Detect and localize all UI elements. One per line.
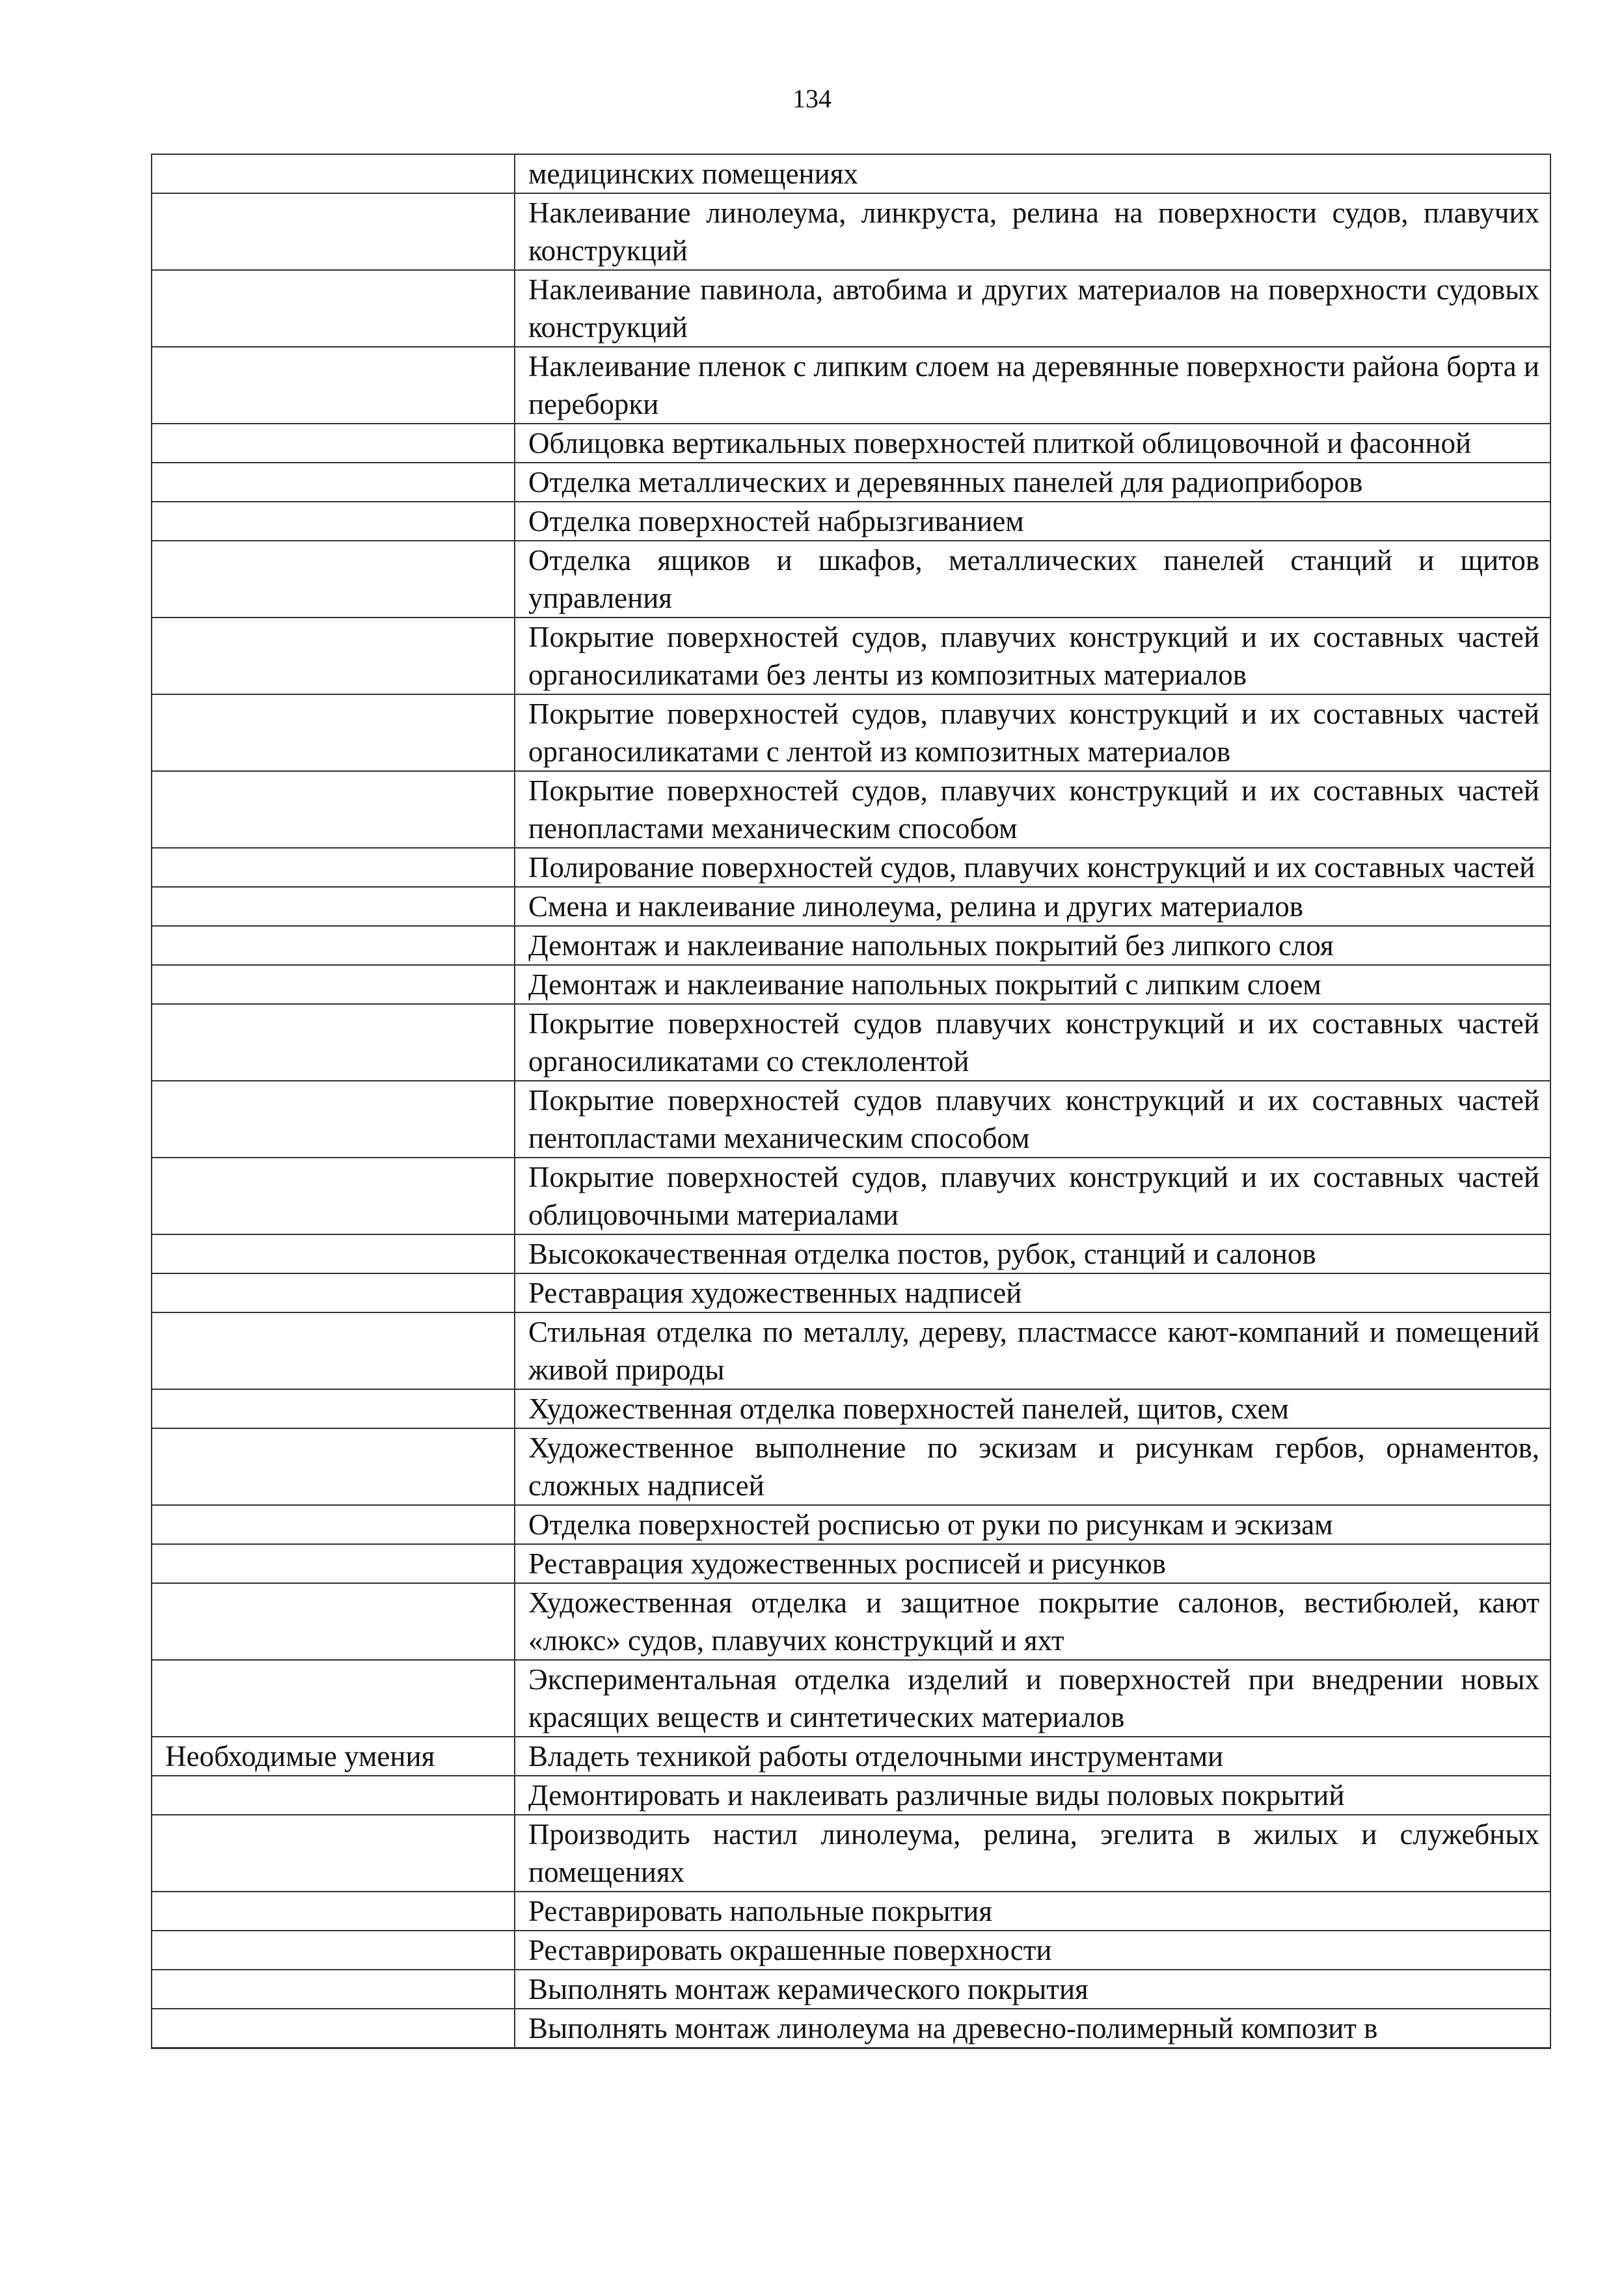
item-text-cell: Покрытие поверхностей судов, плавучих конструкций и их составных частей облицовочными материалами (515, 1158, 1550, 1234)
item-text-cell: Покрытие поверхностей судов плавучих конструкций и их составных частей пентопластами механическим способом (515, 1081, 1550, 1158)
section-label-cell (152, 154, 515, 193)
table-row (152, 1931, 1550, 1970)
section-label-cell (152, 1389, 515, 1428)
item-text-cell: Выполнять монтаж линолеума на древесно-полимерный композит в (515, 2009, 1550, 2048)
section-label-cell (152, 618, 515, 694)
table-row (152, 1312, 1550, 1389)
table-body (152, 154, 1550, 2048)
section-label-cell (152, 1970, 515, 2009)
table-row (152, 270, 1550, 347)
section-label-cell (152, 887, 515, 926)
section-label-cell (152, 694, 515, 771)
item-text-cell: Покрытие поверхностей судов, плавучих конструкций и их составных частей органосиликатами без ленты из композитных материалов (515, 618, 1550, 694)
table-row (152, 1737, 1550, 1776)
section-label-cell (152, 1583, 515, 1660)
section-label-cell: Необходимые умения (152, 1737, 515, 1776)
document-table (151, 154, 1551, 2049)
item-text-cell: Полирование поверхностей судов, плавучих конструкций и их составных частей (515, 848, 1550, 887)
section-label-cell (152, 1544, 515, 1583)
table-row (152, 771, 1550, 848)
item-text-cell: Наклеивание линолеума, линкруста, релина на поверхности судов, плавучих конструкций (515, 193, 1550, 270)
table-row (152, 193, 1550, 270)
section-label-cell (152, 1815, 515, 1892)
table-row (152, 1583, 1550, 1660)
table-row (152, 1081, 1550, 1158)
table-row (152, 618, 1550, 694)
table-row (152, 502, 1550, 541)
section-label-cell (152, 463, 515, 502)
page-number: 134 (792, 84, 832, 113)
table-row (152, 1389, 1550, 1428)
section-label-cell (152, 1892, 515, 1931)
item-text-cell: Реставрировать напольные покрытия (515, 1892, 1550, 1931)
section-label-cell (152, 1660, 515, 1737)
table-row (152, 1273, 1550, 1312)
section-label-cell (152, 1776, 515, 1815)
item-text-cell: Покрытие поверхностей судов, плавучих конструкций и их составных частей органосиликатами с лентой из композитных материалов (515, 694, 1550, 771)
item-text-cell: Облицовка вертикальных поверхностей плиткой облицовочной и фасонной (515, 424, 1550, 463)
table-row (152, 424, 1550, 463)
section-label-cell (152, 965, 515, 1004)
section-label-cell (152, 1234, 515, 1273)
item-text-cell: Реставрировать окрашенные поверхности (515, 1931, 1550, 1970)
item-text-cell: Покрытие поверхностей судов плавучих конструкций и их составных частей органосиликатами со стеклолентой (515, 1004, 1550, 1081)
item-text-cell: Художественная отделка поверхностей панелей, щитов, схем (515, 1389, 1550, 1428)
item-text-cell: Отделка поверхностей набрызгиванием (515, 502, 1550, 541)
section-label-cell (152, 347, 515, 424)
item-text-cell: Наклеивание пленок с липким слоем на деревянные поверхности района борта и переборки (515, 347, 1550, 424)
table-row (152, 965, 1550, 1004)
section-label-cell (152, 1004, 515, 1081)
section-label-cell (152, 848, 515, 887)
section-label-cell (152, 424, 515, 463)
table-row (152, 154, 1550, 193)
table-row (152, 848, 1550, 887)
section-label-cell (152, 1158, 515, 1234)
item-text-cell: Художественное выполнение по эскизам и рисункам гербов, орнаментов, сложных надписей (515, 1428, 1550, 1505)
item-text-cell: Демонтаж и наклеивание напольных покрытий с липким слоем (515, 965, 1550, 1004)
table-row (152, 1234, 1550, 1273)
table-row (152, 463, 1550, 502)
item-text-cell: Высококачественная отделка постов, рубок, станций и салонов (515, 1234, 1550, 1273)
section-label-cell (152, 1273, 515, 1312)
table-row (152, 1158, 1550, 1234)
section-label-cell (152, 2009, 515, 2048)
section-label-cell (152, 270, 515, 347)
table-row (152, 1776, 1550, 1815)
item-text-cell: Производить настил линолеума, релина, эгелита в жилых и служебных помещениях (515, 1815, 1550, 1892)
table-row (152, 887, 1550, 926)
item-text-cell: Покрытие поверхностей судов, плавучих конструкций и их составных частей пенопластами механическим способом (515, 771, 1550, 848)
table-row (152, 1970, 1550, 2009)
table-row (152, 1815, 1550, 1892)
item-text-cell: Реставрация художественных росписей и рисунков (515, 1544, 1550, 1583)
section-label-cell (152, 1312, 515, 1389)
table-row (152, 1004, 1550, 1081)
table-row (152, 1505, 1550, 1544)
item-text-cell: Экспериментальная отделка изделий и поверхностей при внедрении новых красящих веществ и синтетических материалов (515, 1660, 1550, 1737)
item-text-cell: Стильная отделка по металлу, дереву, пластмассе кают-компаний и помещений живой природы (515, 1312, 1550, 1389)
section-label-cell (152, 502, 515, 541)
item-text-cell: Смена и наклеивание линолеума, релина и других материалов (515, 887, 1550, 926)
section-label-cell (152, 1428, 515, 1505)
section-label-cell (152, 1505, 515, 1544)
item-text-cell: Отделка металлических и деревянных панелей для радиоприборов (515, 463, 1550, 502)
item-text-cell: Наклеивание павинола, автобима и других материалов на поверхности судовых конструкций (515, 270, 1550, 347)
section-label-cell (152, 1081, 515, 1158)
table-row (152, 2009, 1550, 2048)
section-label-cell (152, 193, 515, 270)
section-label-cell (152, 1931, 515, 1970)
item-text-cell: Отделка ящиков и шкафов, металлических панелей станций и щитов управления (515, 541, 1550, 618)
table-row (152, 926, 1550, 965)
table-row (152, 1892, 1550, 1931)
table-row (152, 1660, 1550, 1737)
item-text-cell: Отделка поверхностей росписью от руки по рисункам и эскизам (515, 1505, 1550, 1544)
section-label-cell (152, 926, 515, 965)
table-row (152, 694, 1550, 771)
item-text-cell: Реставрация художественных надписей (515, 1273, 1550, 1312)
item-text-cell: Художественная отделка и защитное покрытие салонов, вестибюлей, кают «люкс» судов, плавучих конструкций и яхт (515, 1583, 1550, 1660)
item-text-cell: Демонтировать и наклеивать различные виды половых покрытий (515, 1776, 1550, 1815)
item-text-cell: Владеть техникой работы отделочными инструментами (515, 1737, 1550, 1776)
section-label-cell (152, 541, 515, 618)
section-label-cell (152, 771, 515, 848)
table-row (152, 1544, 1550, 1583)
table-row (152, 347, 1550, 424)
table-row (152, 1428, 1550, 1505)
item-text-cell: медицинских помещениях (515, 154, 1550, 193)
table-row (152, 541, 1550, 618)
item-text-cell: Демонтаж и наклеивание напольных покрытий без липкого слоя (515, 926, 1550, 965)
item-text-cell: Выполнять монтаж керамического покрытия (515, 1970, 1550, 2009)
